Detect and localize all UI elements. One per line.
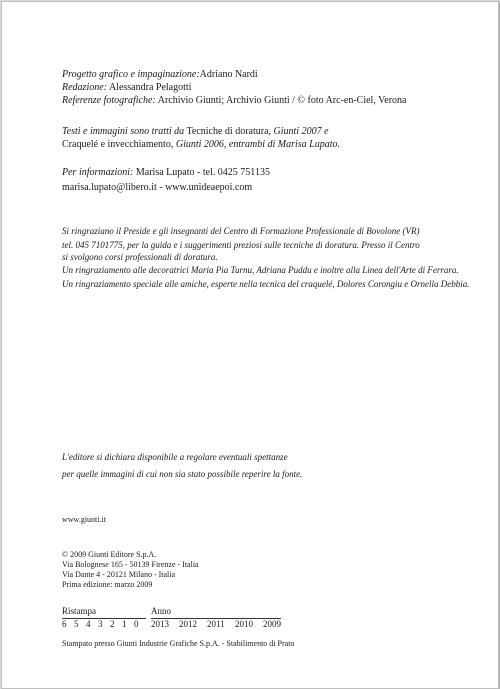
website-block — [62, 515, 106, 525]
source-line-2-a: Craquelé e invecchiamento, — [62, 139, 174, 150]
thanks-line-4: Un ringraziamento alle decoratrici Maria Pia Turnu, Adriana Puddu e inoltre alla Linea dell'Arte di Ferrara. — [62, 265, 459, 275]
disclaimer-line-2: per quelle immagini di cui non sia stato possibile reperire la fonte. — [62, 469, 303, 479]
credit-photo — [62, 94, 406, 107]
ristampa-number: 6 — [62, 619, 67, 629]
ristampa-number: 2 — [110, 619, 115, 629]
ristampa-number: 3 — [98, 619, 103, 629]
source-line-2 — [62, 138, 340, 151]
source-block — [62, 125, 340, 151]
anno-year: 2010 — [235, 619, 253, 629]
credits-block — [62, 68, 406, 107]
thanks-line-2: tel. 045 7101775, per la guida e i suggerimenti preziosi sulle tecniche di doratura. Presso il Centro — [62, 240, 420, 250]
anno-year: 2009 — [263, 619, 281, 629]
info-contact: marisa.lupato@libero.it - www.unideaepoi.com — [62, 182, 253, 193]
thanks-line-1: Si ringraziano il Preside e gli insegnanti del Centro di Formazione Professionale di Bovolone (VR) — [62, 226, 420, 236]
publisher-edition: Prima edizione: marzo 2009 — [62, 580, 153, 589]
thanks-block — [62, 226, 470, 290]
ristampa-number: 5 — [74, 619, 79, 629]
credit-editing-value: Alessandra Pelagotti — [108, 82, 192, 93]
website-text: www.giunti.it — [62, 515, 106, 524]
info-label: Per informazioni: — [62, 167, 134, 178]
colophon-page — [1, 1, 499, 689]
source-line-1-b: Tecniche di doratura, — [186, 126, 272, 137]
credit-design — [62, 68, 406, 81]
anno-year: 2012 — [179, 619, 197, 629]
ristampa-number: 1 — [122, 619, 127, 629]
anno-year: 2011 — [207, 619, 225, 629]
printing-table — [62, 606, 291, 630]
source-line-2-b: Giunti 2006, entrambi di Marisa Lupato. — [175, 139, 341, 150]
source-line-1-a: Testi e immagini sono tratti da — [62, 126, 185, 137]
ristampa-number: 4 — [86, 619, 91, 629]
anno-label: Anno — [151, 606, 171, 616]
source-line-1-c: Giunti 2007 e — [273, 126, 329, 137]
publisher-address-2: Via Dante 4 - 20121 Milano - Italia — [62, 570, 176, 579]
credit-photo-label: Referenze fotografiche: — [62, 95, 156, 106]
credit-editing-label: Redazione: — [62, 82, 107, 93]
publisher-block — [62, 550, 199, 590]
info-line — [62, 166, 270, 179]
printing-block — [62, 606, 291, 630]
credit-design-value: Adriano Nardi — [199, 69, 258, 80]
thanks-line-3: si svolgono corsi professionali di doratura. — [62, 252, 218, 262]
publisher-address-1: Via Bolognese 165 - 50139 Firenze - Italia — [62, 560, 199, 569]
printer-block — [62, 639, 294, 649]
source-line-1 — [62, 125, 340, 138]
ristampa-label: Ristampa — [62, 606, 96, 616]
thanks-line-5: Un ringraziamento speciale alle amiche, esperte nella tecnica del craquelé, Dolores Corongiu e Ornella Debbia. — [62, 279, 470, 289]
publisher-copyright: © 2009 Giunti Editore S.p.A. — [62, 550, 157, 559]
ristampa-number: 0 — [134, 619, 139, 629]
printer-text: Stampato presso Giunti Industrie Grafiche S.p.A. - Stabilimento di Prato — [62, 639, 295, 648]
info-block — [62, 166, 270, 194]
credit-design-label: Progetto grafico e impaginazione: — [62, 69, 200, 80]
info-value: Marisa Lupato - tel. 0425 751135 — [135, 167, 270, 178]
credit-editing — [62, 81, 406, 94]
disclaimer-line-1: L'editore si dichiara disponibile a regolare eventuali spettanze — [62, 452, 288, 462]
disclaimer-block — [62, 452, 302, 480]
credit-photo-value: Archivio Giunti; Archivio Giunti / © foto Arc-en-Ciel, Verona — [157, 95, 407, 106]
anno-year: 2013 — [151, 619, 169, 629]
